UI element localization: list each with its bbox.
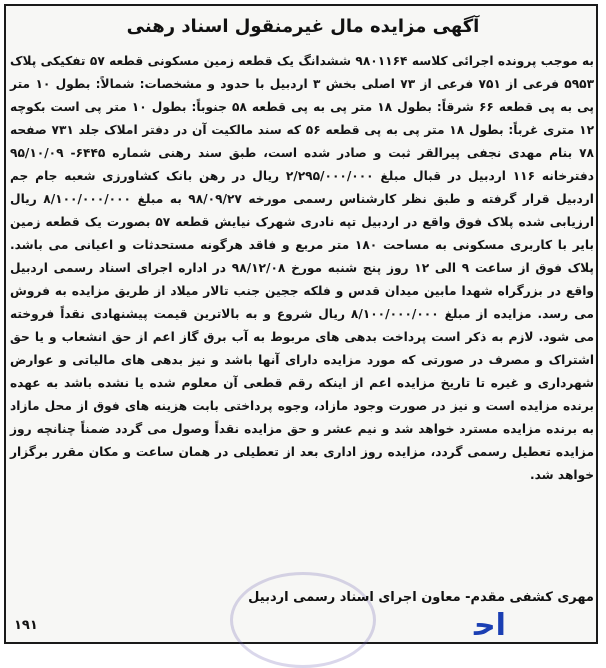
handwritten-mark: ﺍﺣ	[474, 608, 506, 643]
notice-title: آگهی مزایده مال غیرمنقول اسناد رهنی	[126, 16, 480, 37]
official-stamp	[230, 572, 376, 668]
notice-code: ۱۹۱	[14, 618, 38, 633]
signature-line: مهری کشفی مقدم- معاون اجرای اسناد رسمی اردبیل	[248, 590, 594, 605]
notice-body: به موجب پرونده اجرائی کلاسه ۹۸۰۱۱۶۴ ششدانگ یک قطعه زمین مسکونی قطعه ۵۷ تفکیکی پلاک ۵۹۵۳ فرعی از ۷۵۱ فرعی از ۷۳ اصلی بخش ۳ اردبیل با حدود و مشخصات: شمالاً: بطول ۱۰ متر پی به پی قطعه ۶۶ شرقاً: بطول ۱۸ متر پی به پی قطعه ۵۸ جنوباً: بطول ۱۰ متر پی است بکوچه ۱۲ متری غرباً: بطول ۱۸ متر پی به پی قطعه ۵۶ که سند مالکیت آن در دفتر املاک جلد ۷۳۱ صفحه ۷۸ بنام مهدی نجفی پیرالقر ثبت و صادر شده است، طبق سند رهنی شماره ۶۴۴۵- ۹۵/۱۰/۰۹ دفترخانه ۱۱۶ اردبیل در قبال مبلغ ۲/۲۹۵/۰۰۰/۰۰۰ ریال در رهن بانک کشاورزی شعبه جام جم اردبیل قرار گرفته و طبق نظر کارشناس رسمی مورخه ۹۸/۰۹/۲۷ به مبلغ ۸/۱۰۰/۰۰۰/۰۰۰ ریال ارزیابی شده پلاک فوق واقع در اردبیل تپه نادری شهرک نیایش قطعه ۵۷ بصورت یک قطعه زمین بایر با کاربری مسکونی به مساحت ۱۸۰ متر مربع و فاقد هرگونه مستحدثات و اعیانی می باشد. پلاک فوق از ساعت ۹ الی ۱۲ روز پنج شنبه مورخ ۹۸/۱۲/۰۸ در اداره اجرای اسناد رسمی اردبیل واقع در بزرگراه شهدا مابین میدان قدس و فلکه ججین جنب تالار میلاد از طریق مزایده به فروش می رسد. مزایده از مبلغ ۸/۱۰۰/۰۰۰/۰۰۰ ریال شروع و به بالاترین قیمت پیشنهادی نقداً فروخته می شود. لازم به ذکر است پرداخت بدهی های مربوط به آب برق گاز اعم از حق انشعاب و یا حق اشتراک و مصرف در صورتی که مورد مزایده دارای آنها باشد و نیز بدهی های مالیاتی و عوارض شهرداری و غیره تا تاریخ مزایده اعم از اینکه رقم قطعی آن معلوم شده یا نشده باشد به عهده برنده مزایده است و نیز در صورت وجود مازاد، وجوه پرداختی بابت هزینه های فوق از محل مازاد به برنده مزایده مسترد خواهد شد و نیم عشر و حق مزایده نقداً وصول می گردد ضمناً چنانچه روز مزایده تعطیل رسمی گردد، مزایده روز اداری بعد از تعطیلی در همان ساعت و مکان مقرر برگزار خواهد شد.	[10, 54, 595, 482]
